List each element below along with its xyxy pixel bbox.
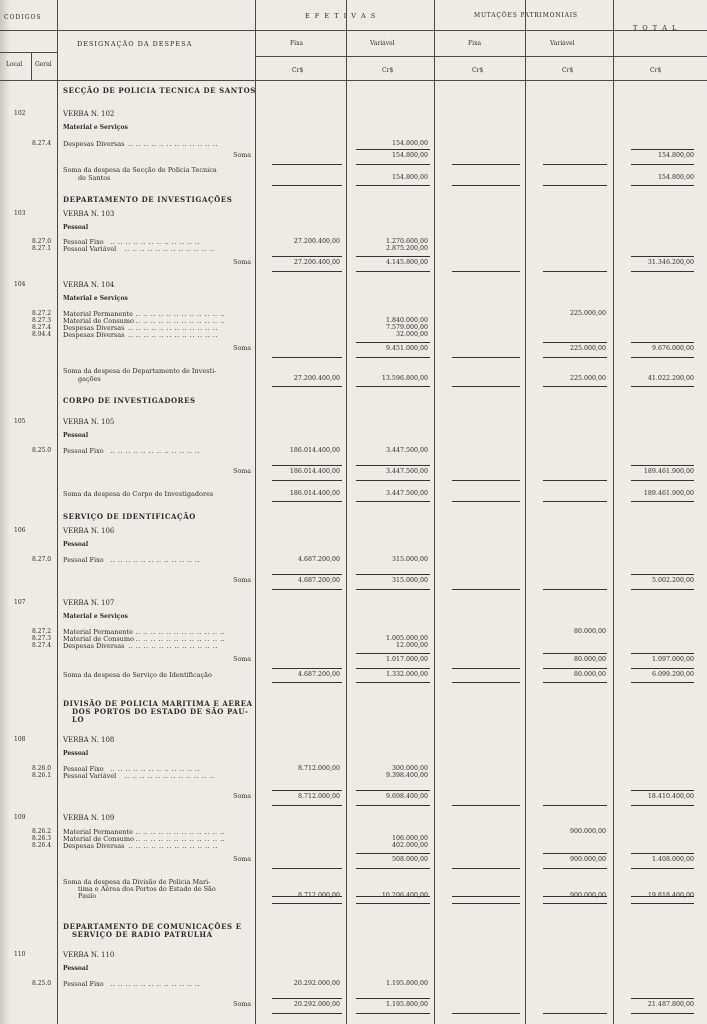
sum-rule-mvar	[543, 805, 607, 806]
value-var: 1.195.800,00	[385, 980, 428, 987]
soma-label: Soma	[233, 656, 251, 663]
item-label: Pessoal Fixo	[63, 980, 104, 988]
sum-rule-top	[356, 342, 430, 343]
value-total: 1.097.000,00	[651, 656, 694, 663]
sum-rule-top	[272, 574, 342, 575]
header-currency-5: Cr$	[650, 67, 662, 74]
header-currency-3: Cr$	[472, 67, 484, 74]
total-rule	[272, 185, 342, 186]
sum-rule-bottom	[543, 357, 607, 358]
sum-rule-top	[543, 653, 607, 654]
item-dots: .. .. .. .. .. .. .. .. .. .. .. ..	[128, 324, 219, 332]
section-title: SERVIÇO DE IDENTIFICAÇÃO	[63, 512, 196, 521]
col-line-ef-fixa	[346, 0, 347, 1024]
total-rule	[543, 501, 607, 502]
sum-rule-top	[631, 574, 694, 575]
total-rule	[272, 501, 342, 502]
value-var: 13.596.800,00	[381, 375, 428, 382]
item-dots: .. .. .. .. .. .. .. .. .. .. .. ..	[128, 842, 219, 850]
sum-rule-bottom	[356, 357, 430, 358]
subheading: Material e Serviços	[63, 124, 128, 131]
code-geral: 8.27.0	[32, 556, 52, 563]
sum-rule-bottom	[356, 271, 430, 272]
soma-label: Soma	[233, 1001, 251, 1008]
subheading: Pessoal	[63, 965, 89, 972]
value-var: 315.000,00	[391, 556, 428, 563]
code-local: 103	[14, 210, 26, 217]
value-fixa: 27.200.400,00	[293, 259, 340, 266]
subheading: Pessoal	[63, 432, 89, 439]
header-line-codes	[0, 52, 57, 53]
sum-rule-mvar	[543, 480, 607, 481]
section-title: CORPO DE INVESTIGADORES	[63, 396, 196, 405]
sum-rule-mfixa	[452, 480, 520, 481]
sum-rule-bottom	[543, 668, 607, 669]
header-line-currency	[255, 56, 707, 57]
section-title-cont: LO	[72, 715, 85, 724]
value-fixa: 186.014.400,00	[289, 490, 340, 497]
header-local: Local	[6, 61, 23, 68]
item-dots: .. .. .. .. .. .. .. .. .. .. .. ..	[110, 447, 201, 455]
sum-rule-top	[356, 256, 430, 257]
total-rule	[543, 903, 607, 904]
value-total: 21.487.800,00	[647, 1001, 694, 1008]
section-title: SECÇÃO DE POLICIA TECNICA DE SANTOS	[63, 86, 256, 95]
item-dots: .. .. .. .. .. .. .. .. .. .. .. ..	[135, 628, 226, 636]
value-mvar: 80.000,00	[573, 656, 606, 663]
value-total: 6.099.200,00	[651, 671, 694, 678]
sum-rule-mvar	[543, 1013, 607, 1014]
summary-label-cont: Paulo	[78, 892, 97, 900]
item-label: Despesas Diversas	[63, 842, 125, 850]
sum-rule-top	[631, 998, 694, 999]
sum-rule-blank	[272, 164, 342, 165]
code-local: 107	[14, 599, 26, 606]
code-geral: 8.27.4	[32, 324, 52, 331]
value-mvar: 225.000,00	[569, 310, 606, 317]
sum-rule-top	[631, 465, 694, 466]
item-label: Material Permanente	[63, 310, 133, 318]
sum-rule-top	[631, 149, 694, 150]
value-mvar: 225.000,00	[569, 375, 606, 382]
code-geral: 8.26.2	[32, 828, 52, 835]
item-label: Material de Consumo	[63, 635, 134, 643]
header-mut-fixa: Fixa	[468, 40, 482, 47]
code-geral: 8.25.0	[32, 447, 52, 454]
total-rule	[272, 903, 342, 904]
section-title-cont: DOS PORTOS DO ESTADO DE SÃO PAU-	[72, 707, 249, 716]
soma-label: Soma	[233, 468, 251, 475]
sum-rule-mfixa	[452, 271, 520, 272]
value-var: 3.447.500,00	[385, 468, 428, 475]
item-dots: .. .. .. .. .. .. .. .. .. .. .. ..	[128, 331, 219, 339]
sum-rule-bottom	[356, 164, 430, 165]
value-mvar: 900.000,00	[569, 828, 606, 835]
sum-rule-bottom	[631, 805, 694, 806]
code-local: 106	[14, 527, 26, 534]
header-currency-2: Cr$	[382, 67, 394, 74]
value-mvar: 225.000,00	[569, 345, 606, 352]
header-line-bottom	[0, 80, 707, 81]
subheading: Pessoal	[63, 224, 89, 231]
code-geral: 8.27.2	[32, 310, 52, 317]
sum-rule-bottom	[631, 480, 694, 481]
sum-rule-bottom	[631, 271, 694, 272]
header-efetivas: E F E T I V A S	[305, 12, 377, 20]
code-local: 109	[14, 814, 26, 821]
summary-label-cont: de Santos	[78, 174, 111, 182]
summary-label: Soma da despesa da Divisão de Policia Mari-	[63, 878, 211, 886]
sum-rule-mfixa	[452, 164, 520, 165]
value-total: 41.022.200,00	[647, 375, 694, 382]
header-mut-variavel: Variável	[550, 40, 575, 47]
value-total: 189.461.900,00	[643, 468, 694, 475]
subheading: Material e Serviços	[63, 613, 128, 620]
value-var: 1.270.600,00	[385, 238, 428, 245]
verba-label: VERBA N. 105	[63, 418, 115, 426]
sum-rule-bottom	[543, 868, 607, 869]
value-var: 1.195.800,00	[385, 1001, 428, 1008]
sum-rule-top	[356, 653, 430, 654]
sum-rule-bottom	[631, 357, 694, 358]
total-rule	[272, 682, 342, 683]
sum-rule-top	[631, 653, 694, 654]
section-title: DEPARTAMENTO DE COMUNICAÇÕES E	[63, 922, 242, 931]
code-local: 110	[14, 951, 26, 958]
value-mvar: 80.000,00	[573, 628, 606, 635]
sum-rule-blank	[272, 357, 342, 358]
value-total: 189.461.900,00	[643, 490, 694, 497]
sum-rule-top	[272, 790, 342, 791]
code-geral: 8.27.0	[32, 238, 52, 245]
col-line-mut-var	[613, 0, 614, 1024]
value-mvar: 900.000,00	[569, 856, 606, 863]
item-dots: .. .. .. .. .. .. .. .. .. .. .. ..	[110, 765, 201, 773]
col-line-ef-var	[434, 0, 435, 1024]
total-rule	[543, 682, 607, 683]
value-total: 1.408.000,00	[651, 856, 694, 863]
item-label: Despesas Diversas	[63, 642, 125, 650]
value-total: 5.002.200,00	[651, 577, 694, 584]
value-var: 2.875.200,00	[385, 245, 428, 252]
item-dots: .. .. .. .. .. .. .. .. .. .. .. ..	[110, 980, 201, 988]
total-rule	[356, 386, 430, 387]
sum-rule-mfixa	[452, 357, 520, 358]
sum-rule-top	[356, 998, 430, 999]
value-var: 106.000,00	[391, 835, 428, 842]
value-var: 154.800,00	[391, 174, 428, 181]
code-geral: 8.27.1	[32, 245, 52, 252]
value-var: 9.698.400,00	[385, 793, 428, 800]
value-fixa: 8.712.000,00	[297, 765, 340, 772]
total-rule	[452, 903, 520, 904]
soma-label: Soma	[233, 577, 251, 584]
verba-label: VERBA N. 108	[63, 736, 115, 744]
total-rule	[356, 185, 430, 186]
sum-rule-bottom	[356, 868, 430, 869]
soma-label: Soma	[233, 345, 251, 352]
total-rule	[272, 386, 342, 387]
col-line-designacao	[255, 0, 256, 1024]
value-fixa: 8.712.000,00	[297, 892, 340, 899]
sum-rule-top	[356, 790, 430, 791]
item-dots: .. .. .. .. .. .. .. .. .. .. .. ..	[135, 835, 226, 843]
header-geral: Geral	[35, 61, 52, 68]
value-var: 1.017.000,00	[385, 656, 428, 663]
summary-label-cont: tima e Aérea dos Portos do Estado de São	[78, 885, 216, 893]
sum-rule-bottom	[272, 589, 342, 590]
sum-rule-top	[356, 465, 430, 466]
value-var: 402.000,00	[391, 842, 428, 849]
total-rule	[452, 682, 520, 683]
sum-rule-top	[272, 465, 342, 466]
value-total: 31.346.200,00	[647, 259, 694, 266]
sum-rule-bottom	[356, 668, 430, 669]
sum-rule-mfixa	[452, 868, 520, 869]
value-var: 154.800,00	[391, 140, 428, 147]
item-label: Material Permanente	[63, 628, 133, 636]
item-dots: .. .. .. .. .. .. .. .. .. .. .. ..	[128, 642, 219, 650]
total-rule	[356, 501, 430, 502]
verba-label: VERBA N. 102	[63, 110, 115, 118]
code-geral: 8.27.4	[32, 140, 52, 147]
header-designacao: DESIGNAÇÃO DA DESPESA	[77, 40, 193, 48]
code-geral: 8.27.2	[32, 628, 52, 635]
value-var: 10.206.400,00	[381, 892, 428, 899]
sum-rule-bottom	[272, 480, 342, 481]
item-label: Pessoal Variável	[63, 772, 117, 780]
sum-rule-bottom	[631, 668, 694, 669]
sum-rule-bottom	[631, 1013, 694, 1014]
total-rule	[356, 903, 430, 904]
summary-label: Soma da despesa do Departamento de Investi-	[63, 367, 217, 375]
value-fixa: 27.200.400,00	[293, 238, 340, 245]
code-geral: 8.25.0	[32, 980, 52, 987]
soma-label: Soma	[233, 856, 251, 863]
value-var: 3.447.500,00	[385, 490, 428, 497]
code-geral: 8.27.4	[32, 642, 52, 649]
sum-rule-bottom	[272, 1013, 342, 1014]
item-dots: .. .. .. .. .. .. .. .. .. .. .. ..	[124, 245, 215, 253]
sum-rule-top	[356, 574, 430, 575]
section-title: DIVISÃO DE POLICIA MARITIMA E AEREA	[63, 699, 253, 708]
code-geral: 8.26.3	[32, 835, 52, 842]
item-label: Despesas Diversas	[63, 140, 125, 148]
sum-rule-blank	[272, 668, 342, 669]
total-rule	[356, 682, 430, 683]
value-mvar: 900.000,00	[569, 892, 606, 899]
sum-rule-bottom	[356, 480, 430, 481]
verba-label: VERBA N. 109	[63, 814, 115, 822]
section-title-cont: SERVIÇO DE RADIO PATRULHA	[72, 930, 213, 939]
value-fixa: 186.014.400,00	[289, 468, 340, 475]
soma-label: Soma	[233, 152, 251, 159]
total-rule	[631, 682, 694, 683]
value-var: 12.000,00	[395, 642, 428, 649]
sum-rule-bottom	[631, 589, 694, 590]
total-rule	[631, 903, 694, 904]
item-dots: .. .. .. .. .. .. .. .. .. .. .. ..	[128, 140, 219, 148]
code-local: 104	[14, 281, 26, 288]
sum-rule-top	[543, 342, 607, 343]
total-rule	[631, 386, 694, 387]
sum-rule-top	[272, 998, 342, 999]
verba-label: VERBA N. 104	[63, 281, 115, 289]
soma-label: Soma	[233, 259, 251, 266]
sum-rule-top	[543, 853, 607, 854]
sum-rule-top	[631, 790, 694, 791]
value-var: 300.000,00	[391, 765, 428, 772]
header-ef-fixa: Fixa	[290, 40, 304, 47]
sum-rule-bottom	[272, 271, 342, 272]
code-geral: 8.27.3	[32, 317, 52, 324]
total-rule	[543, 185, 607, 186]
section-title: DEPARTAMENTO DE INVESTIGAÇÕES	[63, 195, 233, 204]
subheading: Pessoal	[63, 541, 89, 548]
item-dots: .. .. .. .. .. .. .. .. .. .. .. ..	[124, 772, 215, 780]
code-geral: 8.94.4	[32, 331, 52, 338]
value-fixa: 8.712.000,00	[297, 793, 340, 800]
header-currency-4: Cr$	[562, 67, 574, 74]
soma-label: Soma	[233, 793, 251, 800]
header-currency-1: Cr$	[292, 67, 304, 74]
value-total: 18.410.400,00	[647, 793, 694, 800]
col-line-mut-fixa	[525, 0, 526, 1024]
item-dots: .. .. .. .. .. .. .. .. .. .. .. ..	[135, 310, 226, 318]
value-mvar: 80.000,00	[573, 671, 606, 678]
header-line-sub	[255, 30, 613, 31]
verba-label: VERBA N. 103	[63, 210, 115, 218]
value-total: 19.818.400,00	[647, 892, 694, 899]
sum-rule-top	[356, 149, 430, 150]
code-geral: 8.26.0	[32, 765, 52, 772]
value-var: 4.145.800,00	[385, 259, 428, 266]
item-label: Pessoal Fixo	[63, 447, 104, 455]
item-dots: .. .. .. .. .. .. .. .. .. .. .. ..	[135, 635, 226, 643]
code-geral: 8.27.3	[32, 635, 52, 642]
total-rule	[452, 501, 520, 502]
value-var: 315.000,00	[391, 577, 428, 584]
item-label: Pessoal Fixo	[63, 765, 104, 773]
item-label: Pessoal Fixo	[63, 238, 104, 246]
sum-rule-top	[356, 853, 430, 854]
code-local: 102	[14, 110, 26, 117]
value-var: 3.447.500,00	[385, 447, 428, 454]
item-label: Pessoal Fixo	[63, 556, 104, 564]
subheading: Pessoal	[63, 750, 89, 757]
sum-rule-top	[631, 256, 694, 257]
total-rule	[631, 501, 694, 502]
item-label: Despesas Diversas	[63, 331, 125, 339]
sum-rule-mfixa	[452, 589, 520, 590]
value-fixa: 27.200.400,00	[293, 375, 340, 382]
sum-rule-blank	[272, 868, 342, 869]
item-dots: .. .. .. .. .. .. .. .. .. .. .. ..	[110, 556, 201, 564]
value-fixa: 20.292.000,00	[293, 1001, 340, 1008]
item-label: Pessoal Variável	[63, 245, 117, 253]
header-total: T O T A L	[633, 24, 678, 32]
value-total: 154.800,00	[657, 174, 694, 181]
item-label: Material de Consumo	[63, 835, 134, 843]
value-var: 9.398.400,00	[385, 772, 428, 779]
header-codigos: CODIGOS	[4, 14, 42, 21]
value-var: 1.840.000,00	[385, 317, 428, 324]
sum-rule-bottom	[631, 164, 694, 165]
value-var: 1.332.000,00	[385, 671, 428, 678]
scan-margin-shadow	[0, 0, 10, 1024]
value-fixa: 4.687.200,00	[297, 671, 340, 678]
value-var: 1.005.000,00	[385, 635, 428, 642]
header-mutacoes: MUTAÇÕES PATRIMONIAIS	[474, 12, 578, 19]
value-total: 9.676.000,00	[651, 345, 694, 352]
total-rule	[631, 185, 694, 186]
sum-rule-bottom	[631, 868, 694, 869]
verba-label: VERBA N. 110	[63, 951, 115, 959]
total-rule	[452, 386, 520, 387]
item-label: Material Permanente	[63, 828, 133, 836]
total-rule	[452, 185, 520, 186]
col-line-geral	[57, 0, 58, 1024]
code-local: 108	[14, 736, 26, 743]
value-var: 7.579.000,00	[385, 324, 428, 331]
code-geral: 8.26.1	[32, 772, 52, 779]
col-line-local	[31, 52, 32, 80]
sum-rule-mvar	[543, 271, 607, 272]
value-var: 9.451.000,00	[385, 345, 428, 352]
sum-rule-mfixa	[452, 805, 520, 806]
item-dots: .. .. .. .. .. .. .. .. .. .. .. ..	[135, 828, 226, 836]
summary-label: Soma da despesa da Secção de Policia Tecnica	[63, 166, 217, 174]
verba-label: VERBA N. 106	[63, 527, 115, 535]
total-rule	[452, 896, 520, 897]
sum-rule-mfixa	[452, 1013, 520, 1014]
subheading: Material e Serviços	[63, 295, 128, 302]
value-var: 154.800,00	[391, 152, 428, 159]
value-fixa: 20.292.000,00	[293, 980, 340, 987]
summary-label: Soma da despesa do Corpo de Investigadores	[63, 490, 214, 498]
code-geral: 8.26.4	[32, 842, 52, 849]
sum-rule-bottom	[272, 805, 342, 806]
item-label: Material de Consumo	[63, 317, 134, 325]
item-dots: .. .. .. .. .. .. .. .. .. .. .. ..	[135, 317, 226, 325]
summary-label-cont: gações	[78, 375, 101, 383]
sum-rule-mvar	[543, 589, 607, 590]
value-total: 154.800,00	[657, 152, 694, 159]
code-local: 105	[14, 418, 26, 425]
value-fixa: 186.014.400,00	[289, 447, 340, 454]
value-fixa: 4.687.200,00	[297, 556, 340, 563]
value-fixa: 4.687.200,00	[297, 577, 340, 584]
sum-rule-mfixa	[452, 668, 520, 669]
total-rule	[543, 386, 607, 387]
sum-rule-bottom	[356, 805, 430, 806]
item-label: Despesas Diversas	[63, 324, 125, 332]
sum-rule-bottom	[356, 589, 430, 590]
sum-rule-top	[631, 853, 694, 854]
sum-rule-top	[272, 256, 342, 257]
sum-rule-mvar	[543, 164, 607, 165]
value-var: 508.000,00	[391, 856, 428, 863]
summary-label: Soma da despesa do Serviço de Identificação	[63, 671, 212, 679]
sum-rule-top	[631, 342, 694, 343]
item-dots: .. .. .. .. .. .. .. .. .. .. .. ..	[110, 238, 201, 246]
sum-rule-bottom	[356, 1013, 430, 1014]
value-var: 32.000,00	[395, 331, 428, 338]
verba-label: VERBA N. 107	[63, 599, 115, 607]
header-ef-variavel: Variável	[370, 40, 395, 47]
